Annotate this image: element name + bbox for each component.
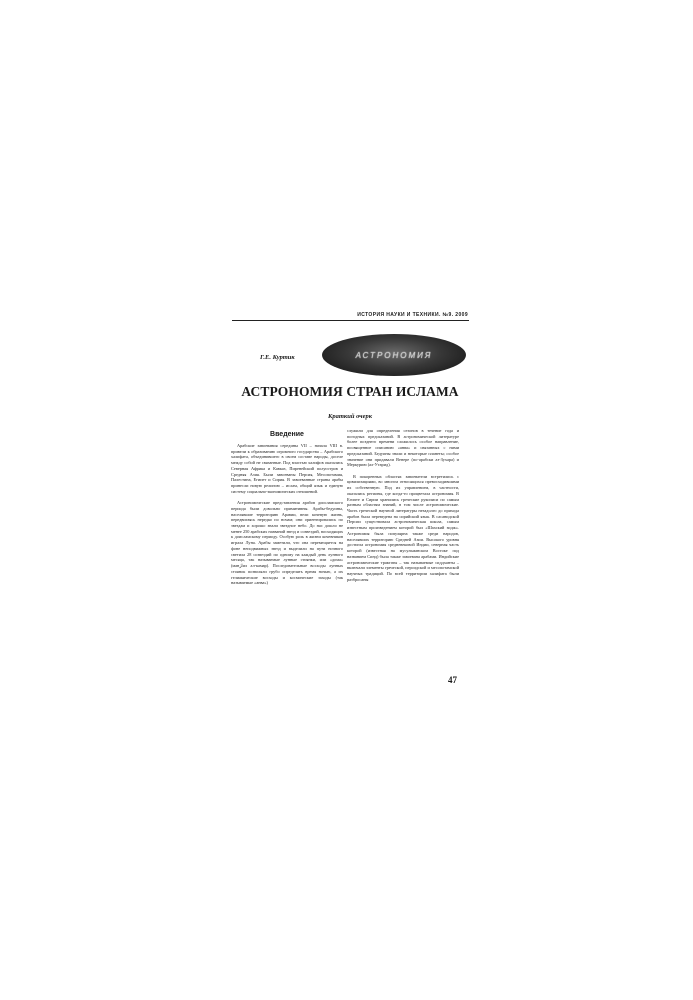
page-number: 47 — [448, 675, 457, 685]
author-name: Г.Е. Куртик — [260, 354, 295, 361]
article-subtitle: Краткий очерк — [327, 413, 373, 420]
rubric-banner-text: АСТРОНОМИЯ — [355, 350, 433, 360]
paragraph: служили для определения сезонов в течение года и погодных предсказаний. В астрономической литературе более позднего времени сложилось особое направление, посвященное описанию «анва» и связанных с ними предсказаний. Бедуины знали и некоторые планеты; особое значение они придавали Венере (по-арабски аз-Зухара) и Меркурию (ал-Утарид). — [347, 428, 459, 468]
article-title: АСТРОНОМИЯ СТРАН ИСЛАМА — [241, 384, 459, 399]
section-heading: Введение — [270, 431, 304, 438]
header-rule — [232, 320, 469, 321]
right-column — [347, 428, 459, 582]
journal-running-header: ИСТОРИЯ НАУКИ И ТЕХНИКИ. №9. 2009 — [357, 312, 468, 318]
paragraph: Арабские завоевания середины VII – начала VIII в. привели к образованию огромного государства – Арабского халифата, объединившего в своем составе народы, доселе между собой не связанные. Под властью халифов оказались Северная Африка и Кавказ, Пиренейский полуостров и Средняя Азия. Были завоеваны Персия, Месопотамия, Палестина, Египет и Сирия. В завоеванные страны арабы принесли новую религию – ислам, общий язык и единую систему социально-экономических отношений. — [231, 443, 343, 494]
paragraph: Астрономические представления арабов доисламского периода были довольно примитивны. Арабы-бедуины, населявшие территорию Аравии, вели кочевую жизнь, передвигаясь нередко по ночам; они ориентировались по звездам и хорошо знали звездное небо. До нас дошло не менее 250 арабских названий звезд и созвездий, восходящих к доисламскому периоду. Особую роль в жизни кочевников играла Луна. Арабы заметили, что она перемещается на фоне неподвижных звезд и выделили на пути ночного светила 28 созвездий по одному на каждый день лунного месяца, так называемые лунные стоянки, или «дома» (манازил ал-камар). Последовательные восходы лунных стоянок позволяли грубо определять время ночью, а их гелиакические восходы и космические заходы (так называемые «анва») — [231, 500, 343, 586]
paragraph: В покоренных областях завоеватели встретились с цивилизациями, во многом относящихся превосходившими их собственную. Под их управлением, в частности, оказались регионы, где когда-то процветала астрономия. В Египте и Сирии хранились греческие рукописи по самым разным областям знаний, в том числе астрономические. Часть греческой научной литературы незадолго до прихода арабов была переведена на сирийский язык. В сасанидской Персии существовала астрономическая школа, самым известным произведением которой был «Шахский зидж». Астрономия была популярна также среди народов, населявших территорию Средней Азии. Высокого уровня достигла астрономия средневековой Индии, северная часть которой (известная на мусульманском Востоке под названием Синд) была также завоевана арабами. Индийские астрономические трактаты – так называемые сиддханты – включали элементы греческой, персидской и месопотамской научных традиций. По всей территории халифата были разбросаны — [347, 473, 459, 582]
left-column — [231, 428, 343, 586]
rubric-banner — [322, 334, 466, 376]
